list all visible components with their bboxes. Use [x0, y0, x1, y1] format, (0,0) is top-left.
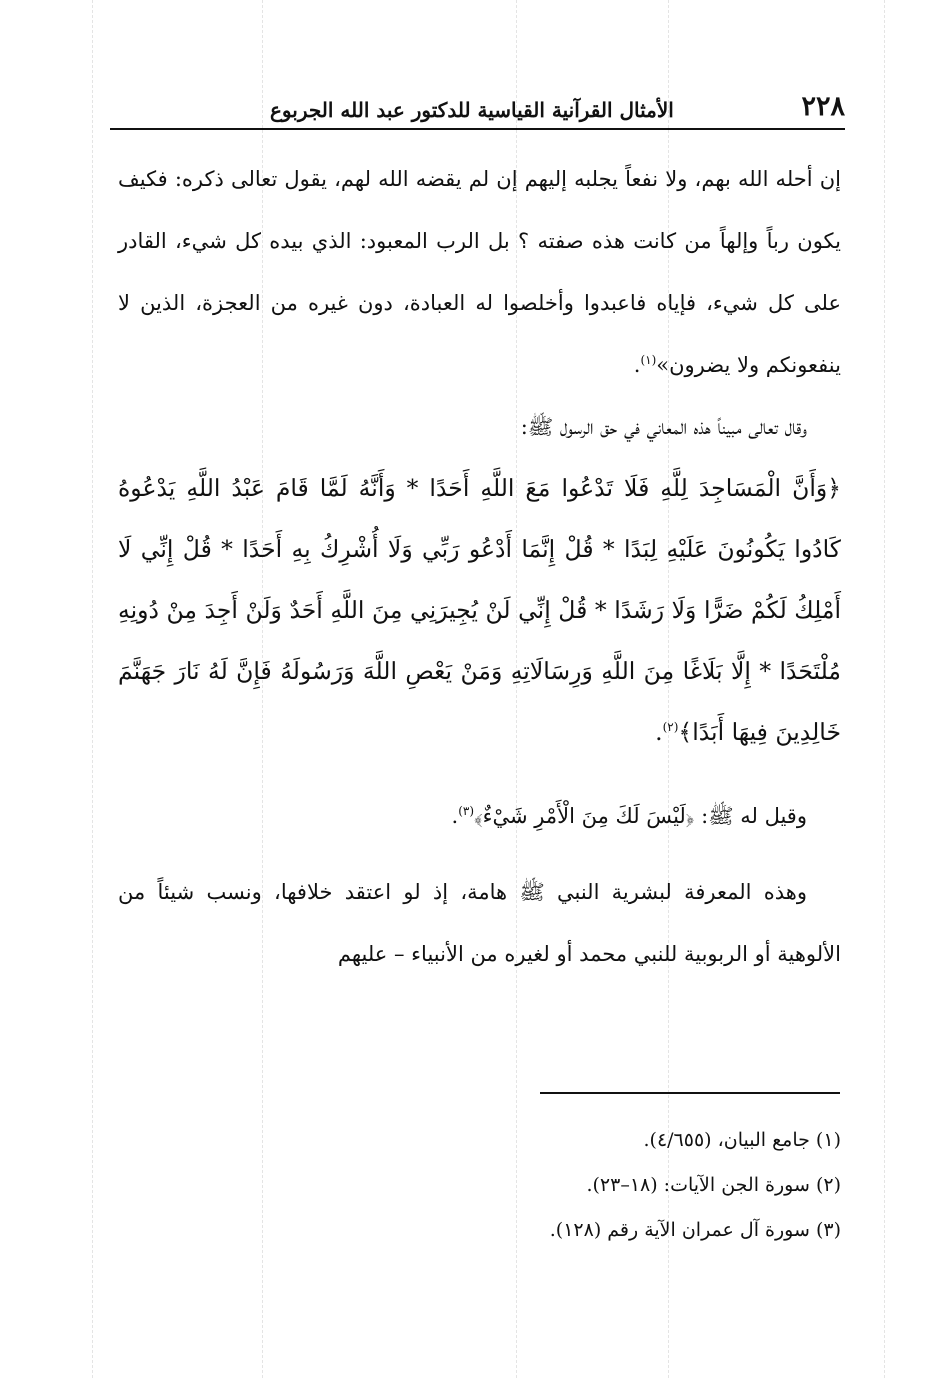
paragraph-tafsir-quote [118, 148, 841, 396]
scan-artifact-line [92, 0, 93, 1378]
running-title: الأمثال القرآنية القياسية للدكتور عبد الله الجربوع [270, 98, 674, 122]
footnote-1: (١) جامع البيان، (٤/٦٥٥). [643, 1129, 841, 1151]
page-header [110, 86, 845, 130]
paragraph-intro-verses: وقال تعالى مبيناً هذه المعاني في حق الرسول ﷺ: [520, 415, 807, 439]
footnote-ref-3: (٣) [458, 804, 475, 818]
page-number: ٢٢٨ [801, 91, 845, 122]
paragraph-prophet-humanity: وهذه المعرفة لبشرية النبي ﷺ هامة، إذ لو اعتقد خلافها، ونسب شيئاً من الألوهية أو الربوبية للنبي محمد أو لغيره من الأنبياء – عليهم [118, 880, 841, 966]
paragraph-text: إن أحله الله بهم، ولا نفعاً يجلبه إليهم إن لم يقضه الله لهم، يقول تعالى ذكره: فكيف يكون رباً وإلهاً من كانت هذه صفته ؟ بل الرب المعبود: الذي بيده كل شيء، القادر على كل شيء، فإياه فاعبدوا وأخلصوا له العبادة، دون غيره من العجزة، الذين لا ينفعونكم ولا يضرون» [118, 167, 841, 377]
footnote-ref-1: (١) [640, 353, 657, 367]
footnote-ref-2: (٢) [662, 720, 679, 735]
footnote-3: (٣) سورة آل عمران الآية رقم (١٢٨). [549, 1219, 841, 1241]
paragraph-end: . [633, 353, 641, 377]
paragraph-text: وقيل له ﷺ: ﴿لَيْسَ لَكَ مِنَ الْأَمْرِ شَيْءٌ﴾ [474, 804, 807, 828]
footnote-2: (٢) سورة الجن الآيات: (١٨–٢٣). [586, 1174, 841, 1196]
body-text [118, 148, 841, 985]
paragraph-verse-quote [118, 785, 841, 847]
quran-verses-block [118, 458, 841, 763]
scan-artifact-line [884, 0, 885, 1378]
footnotes [381, 1118, 841, 1253]
footnote-separator [540, 1092, 840, 1094]
paragraph-end: . [451, 804, 459, 828]
quran-verses-end: . [655, 718, 663, 746]
quran-verses-text: ﴿وَأَنَّ الْمَسَاجِدَ لِلَّهِ فَلَا تَدْعُوا مَعَ اللَّهِ أَحَدًا * وَأَنَّهُ لَمَّا قَامَ عَبْدُ اللَّهِ يَدْعُوهُ كَادُوا يَكُونُونَ عَلَيْهِ لِبَدًا * قُلْ إِنَّمَا أَدْعُو رَبِّي وَلَا أُشْرِكُ بِهِ أَحَدًا * قُلْ إِنِّي لَا أَمْلِكُ لَكُمْ ضَرًّا وَلَا رَشَدًا * قُلْ إِنِّي لَنْ يُجِيرَنِي مِنَ اللَّهِ أَحَدٌ وَلَنْ أَجِدَ مِنْ دُونِهِ مُلْتَحَدًا * إِلَّا بَلَاغًا مِنَ اللَّهِ وَرِسَالَاتِهِ وَمَنْ يَعْصِ اللَّهَ وَرَسُولَهُ فَإِنَّ لَهُ نَارَ جَهَنَّمَ خَالِدِينَ فِيهَا أَبَدًا﴾ [118, 474, 841, 746]
